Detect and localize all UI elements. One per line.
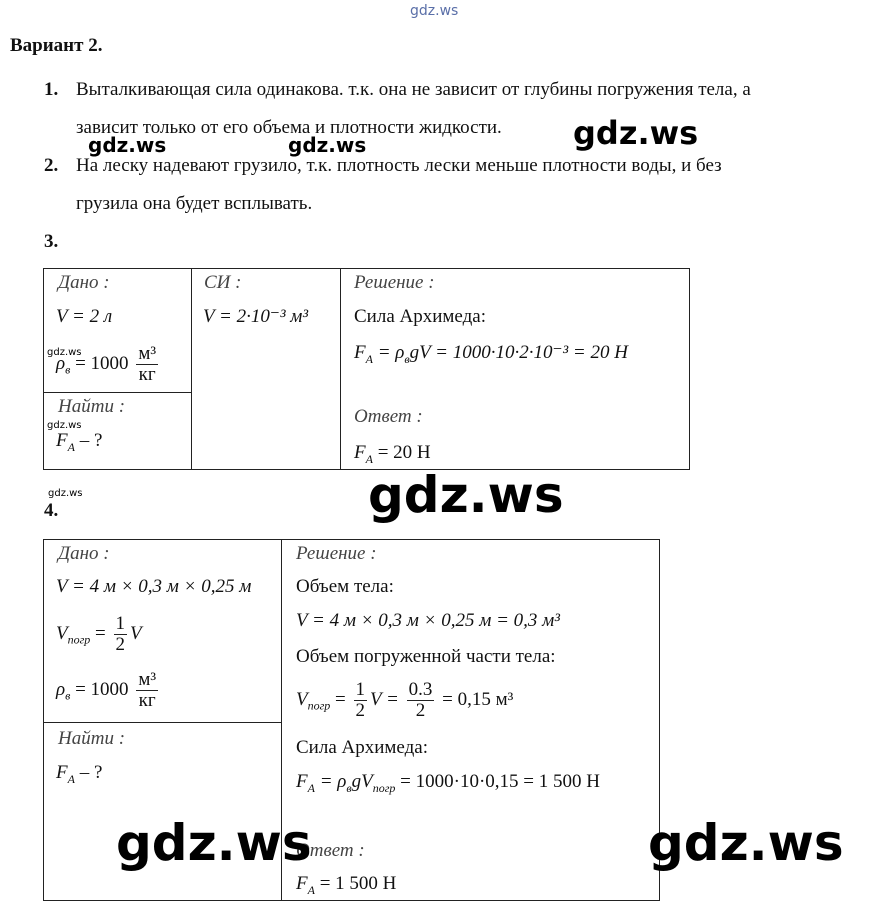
question-2-line1: На леску надевают грузило, т.к. плотность лески меньше плотности воды, и без — [76, 155, 722, 176]
problem-3-given-volume: V = 2 л — [56, 306, 113, 327]
problem-4-divider-h — [43, 722, 281, 723]
watermark-9: gdz.ws — [648, 814, 844, 872]
problem-4-solution-line6: $F_A = \rho_вgV_{погр} = 1000\cdot 10\cdot 0,15 = 1$ 500 Н — [296, 771, 600, 795]
problem-3-dano-label: Дано : — [58, 272, 110, 293]
watermark-7: gdz.ws — [368, 466, 564, 524]
question-4-number: 4. — [44, 500, 59, 521]
problem-3-solution-formula: $F_A = \rho_вgV = 1000\cdot 10\cdot 2\cdot 10^{-3} = 20$ Н — [354, 342, 628, 366]
watermark-8: gdz.ws — [116, 814, 312, 872]
question-1-line1: Выталкивающая сила одинакова. т.к. она не зависит от глубины погружения тела, а — [76, 79, 751, 100]
problem-3-si-label: СИ : — [204, 272, 242, 293]
watermark-top: gdz.ws — [410, 3, 459, 19]
problem-4-reshenie-label: Решение : — [296, 543, 377, 564]
question-1-number: 1. — [44, 79, 59, 100]
question-1-line2: зависит только от его объема и плотности жидкости. — [76, 117, 502, 138]
watermark-5: gdz.ws — [47, 420, 82, 431]
problem-3-divider-1 — [191, 268, 192, 470]
problem-3-find: $F_A$ – ? — [56, 430, 103, 454]
question-3-number: 3. — [44, 231, 59, 252]
question-2-number: 2. — [44, 155, 59, 176]
watermark-2: gdz.ws — [88, 133, 167, 157]
problem-4-najti-label: Найти : — [58, 728, 126, 749]
problem-4-given-volume: V = 4 м × 0,3 м × 0,25 м — [56, 576, 252, 597]
question-2-line2: грузила она будет всплывать. — [76, 193, 313, 214]
watermark-4: gdz.ws — [47, 347, 82, 358]
problem-3-si-value: V = 2·10⁻³ м³ — [203, 306, 309, 327]
problem-3-najti-label: Найти : — [58, 396, 126, 417]
problem-4-solution-line4: $V_{погр}$ = $\frac{1}{2}$ V = $\frac{0.3}{2}$ = 0,15 м³ — [296, 679, 514, 721]
problem-4-otvet-label: Ответ : — [296, 840, 365, 861]
problem-4-solution-line2: V = 4 м × 0,3 м × 0,25 м = 0,3 м³ — [296, 610, 560, 631]
problem-3-given-density: $\rho_в = 1000$ $\frac{\text{м³}}{кг}$ — [56, 343, 157, 385]
problem-4-dano-label: Дано : — [58, 543, 110, 564]
problem-3-otvet-label: Ответ : — [354, 406, 423, 427]
problem-3-divider-h — [43, 392, 191, 393]
problem-4-find: $F_A$ – ? — [56, 762, 103, 786]
problem-3-divider-2 — [340, 268, 341, 470]
watermark-3: gdz.ws — [288, 133, 367, 157]
problem-3-answer: $F_A = 20$ Н — [354, 442, 431, 466]
problem-4-answer: $F_A = 1$ 500 Н — [296, 873, 397, 897]
problem-4-solution-line1: Объем тела: — [296, 576, 394, 597]
problem-3-reshenie-label: Решение : — [354, 272, 435, 293]
variant-title: Вариант 2. — [10, 35, 103, 56]
problem-4-solution-line5: Сила Архимеда: — [296, 737, 428, 758]
problem-4-solution-line3: Объем погруженной части тела: — [296, 646, 556, 667]
watermark-1: gdz.ws — [573, 114, 699, 152]
problem-4-given-density: $\rho_в = 1000$ $\frac{\text{м³}}{кг}$ — [56, 669, 157, 711]
problem-3-solution-line1: Сила Архимеда: — [354, 306, 486, 327]
watermark-6: gdz.ws — [48, 488, 83, 499]
problem-4-given-vpogr: $V_{погр}$ = $\frac{1}{2}$ V — [56, 613, 142, 655]
